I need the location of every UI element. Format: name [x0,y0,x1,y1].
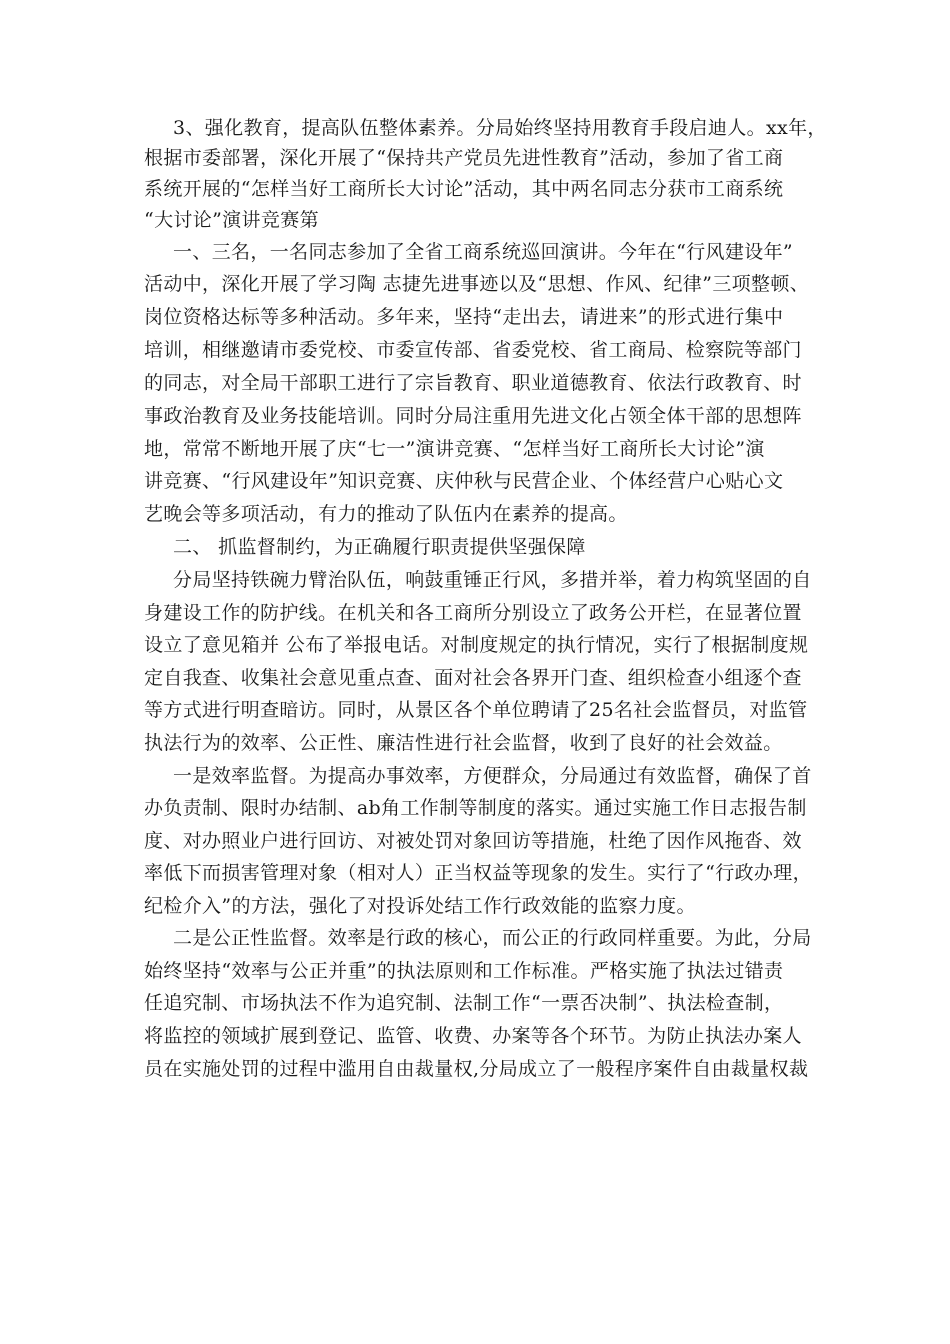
text-line: 率低下而损害管理对象（相对人）正当权益等现象的发生。实行了“行政办理， [144,862,812,884]
text-line: “大讨论”演讲竞赛第 [144,209,319,231]
text-line: 将监控的领域扩展到登记、监管、收费、办案等各个环节。为防止执法办案人 [144,1025,802,1047]
text-line: 分局坚持铁碗力臂治队伍，响鼓重锤正行风，多措并举，着力构筑坚固的自 [173,569,812,591]
text-line: 设立了意见箱并 公布了举报电话。对制度规定的执行情况，实行了根据制度规 [144,634,809,656]
text-line: 度、对办照业户进行回访、对被处罚对象回访等措施，杜绝了因作风拖沓、效 [144,830,802,852]
text-line: 二是公正性监督。效率是行政的核心，而公正的行政同样重要。为此，分局 [173,927,812,949]
text-line: 系统开展的“怎样当好工商所长大讨论”活动，其中两名同志分获市工商系统 [144,178,784,200]
text-line: 员在实施处罚的过程中滥用自由裁量权,分局成立了一般程序案件自由裁量权裁 [144,1058,809,1080]
text-line: 身建设工作的防护线。在机关和各工商所分别设立了政务公开栏，在显著位置 [144,602,802,624]
text-line: 根据市委部署，深化开展了“保持共产党员先进性教育”活动，参加了省工商 [144,147,784,169]
text-line: 等方式进行明查暗访。同时，从景区各个单位聘请了25名社会监督员，对监管 [144,699,808,721]
text-line: 一、三名，一名同志参加了全省工商系统巡回演讲。今年在“行风建设年” [173,241,793,263]
text-line: 3、强化教育，提高队伍整体素养。分局始终坚持用教育手段启迪人。xx年， [173,117,827,139]
text-line: 执法行为的效率、公正性、廉洁性进行社会监督，收到了良好的社会效益。 [144,732,783,754]
text-line: 始终坚持“效率与公正并重”的执法原则和工作标准。严格实施了执法过错责 [144,960,784,982]
text-line: 活动中，深化开展了学习陶 志捷先进事迹以及“思想、作风、纪律”三项整顿、 [144,273,810,295]
section-heading: 二、 抓监督制约，为正确履行职责提供坚强保障 [173,536,586,558]
text-line: 地，常常不断地开展了庆“七一”演讲竞赛、“怎样当好工商所长大讨论”演 [144,438,765,460]
text-line: 的同志，对全局干部职工进行了宗旨教育、职业道德教育、依法行政教育、时 [144,372,802,394]
text-line: 纪检介入”的方法，强化了对投诉处结工作行政效能的监察力度。 [144,895,696,917]
text-line: 办负责制、限时办结制、ab角工作制等制度的落实。通过实施工作日志报告制 [144,797,807,819]
text-line: 岗位资格达标等多种活动。多年来，坚持“走出去，请进来”的形式进行集中 [144,306,784,328]
text-line: 讲竞赛、“行风建设年”知识竞赛、庆仲秋与民营企业、个体经营户心贴心文 [144,470,784,492]
text-line: 一是效率监督。为提高办事效率，方便群众，分局通过有效监督，确保了首 [173,765,812,787]
text-line: 艺晚会等多项活动，有力的推动了队伍内在素养的提高。 [144,503,628,525]
text-line: 培训，相继邀请市委党校、市委宣传部、省委党校、省工商局、检察院等部门 [144,339,802,361]
text-line: 定自我查、收集社会意见重点查、面对社会各界开门查、组织检查小组逐个查 [144,667,802,689]
text-line: 事政治教育及业务技能培训。同时分局注重用先进文化占领全体干部的思想阵 [144,405,802,427]
text-line: 任追究制、市场执法不作为追究制、法制工作“一票否决制”、执法检查制， [144,992,784,1014]
